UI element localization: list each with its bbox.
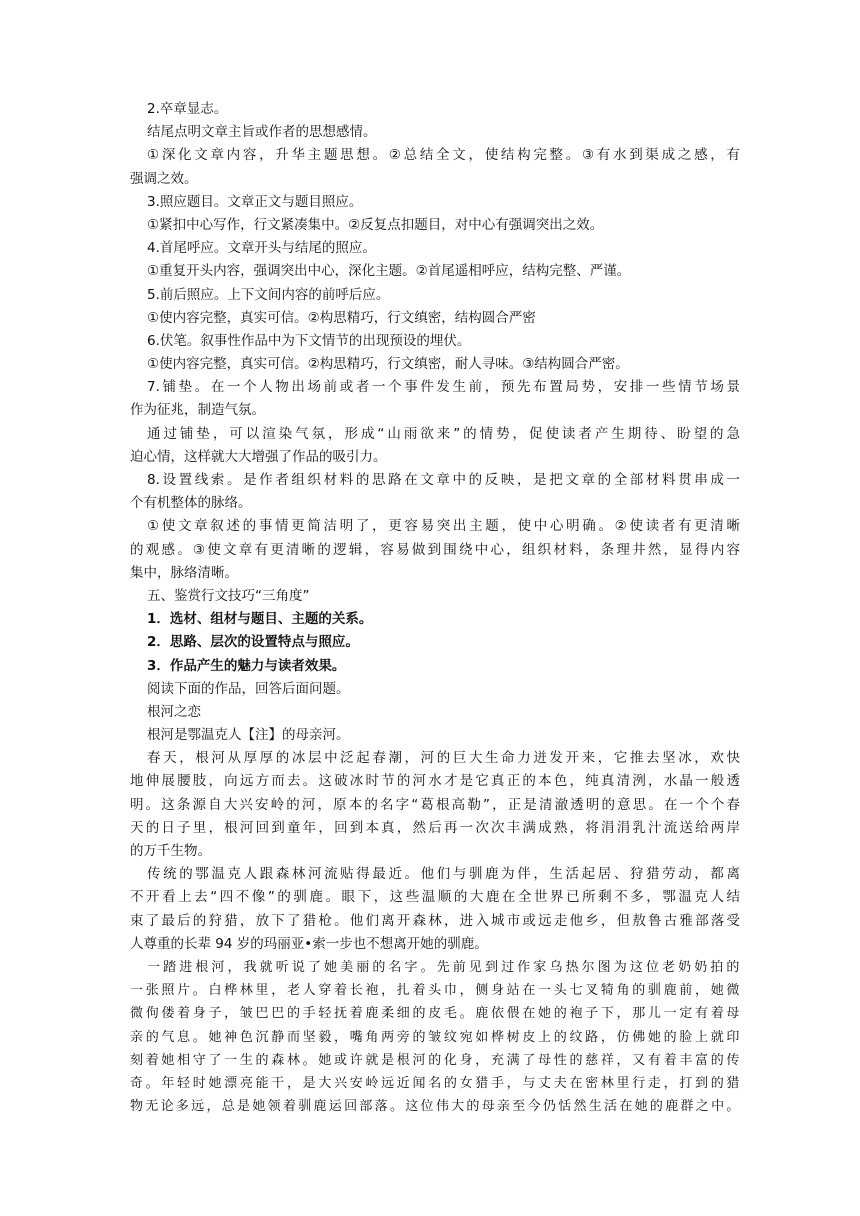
text-line: ①紧扣中心写作，行文紧凑集中。②反复点扣题目，对中心有强调突出之效。 — [147, 216, 604, 233]
heading-8: 8.设置线索。是作者组织材料的思路在文章中的反映，是把文章的全部材料贯串成一 — [147, 472, 740, 488]
text-line: 春天，根河从厚厚的冰层中泛起春潮，河的巨大生命力迸发开来，它推去坚冰，欢快 — [147, 750, 740, 767]
text-line: 作为征兆，制造气氛。 — [130, 402, 265, 419]
text-line-serif: 微佝偻着身子，皱巴巴的手轻抚着鹿柔细的皮毛。鹿依偎在她的袍子下，那儿一定有着母 — [130, 1006, 740, 1022]
bold-item-2: 2．思路、层次的设置特点与照应。 — [147, 634, 359, 651]
heading-2: 2.卒章显志。 — [147, 101, 228, 117]
heading-5: 5.前后照应。上下文间内容的前呼后应。 — [147, 286, 390, 303]
bold-item-3: 3．作品产生的魅力与读者效果。 — [147, 657, 346, 674]
text-line-serif: 亲的气息。她神色沉静而坚毅，嘴角两旁的皱纹宛如桦树皮上的纹路，仿佛她的脸上就印 — [130, 1029, 740, 1045]
text-line-serif: 奇。年轻时她漂亮能干，是大兴安岭远近闻名的女猎手，与丈夫在密林里行走，打到的猎 — [130, 1075, 740, 1091]
text-line: 通过铺垫，可以渲染气氛，形成“山雨欲来”的情势，促使读者产生期待、盼望的急 — [147, 425, 740, 442]
text-line: 根河是鄂温克人【注】的母亲河。 — [147, 727, 350, 744]
text-line: 不开看上去“四不像”的驯鹿。眼下，这些温顺的大鹿在全世界已所剩不多，鄂温克人结 — [130, 889, 740, 906]
article-title: 根河之恋 — [147, 703, 201, 720]
text-line: 迫心情，这样就大大增强了作品的吸引力。 — [130, 448, 387, 465]
text-line: 地伸展腰肢，向远方而去。这破冰时节的河水才是它真正的本色，纯真清洌，水晶一般透 — [130, 773, 740, 790]
heading-3: 3.照应题目。文章正文与题目照应。 — [147, 193, 363, 210]
instruction-line: 阅读下面的作品，回答后面问题。 — [147, 680, 350, 697]
text-line: 集中，脉络清晰。 — [130, 564, 238, 581]
text-line: 的观感。③使文章有更清晰的逻辑，容易做到围绕中心，组织材料，条理井然，显得内容 — [130, 541, 740, 558]
text-line-serif: 刻着她相守了一生的森林。她或许就是根河的化身，充满了母性的慈祥，又有着丰富的传 — [130, 1052, 740, 1068]
text-line: 人尊重的长辈 94 岁的玛丽亚•索一步也不想离开她的驯鹿。 — [130, 935, 488, 952]
text-line: 明。这条源自大兴安岭的河，原本的名字“葛根高勒”，正是清澈透明的意思。在一个个春 — [130, 796, 740, 813]
bold-item-1: 1．选材、组材与题目、主题的关系。 — [147, 611, 373, 628]
text-line: 束了最后的狩猎，放下了猎枪。他们离开森林，进入城市或远走他乡，但敖鲁古雅部落受 — [130, 912, 740, 929]
text-line: ①使文章叙述的事情更简洁明了，更容易突出主题，使中心明确。②使读者有更清晰 — [147, 518, 740, 535]
text-line: ①使内容完整，真实可信。②构思精巧，行文缜密，结构圆合严密 — [147, 309, 536, 326]
document-page — [130, 98, 740, 1118]
text-line: 结尾点明文章主旨或作者的思想感情。 — [147, 124, 377, 141]
heading-7: 7.铺垫。在一个人物出场前或者一个事件发生前，预先布置局势，安排一些情节场景 — [147, 379, 740, 396]
text-line: ①重复开头内容，强调突出中心，深化主题。②首尾遥相呼应，结构完整、严谨。 — [147, 263, 631, 280]
text-line: 强调之效。 — [130, 170, 198, 187]
text-line: 传统的鄂温克人跟森林河流贴得最近。他们与驯鹿为伴，生活起居、狩猎劳动，都离 — [147, 866, 740, 883]
heading-4: 4.首尾呼应。文章开头与结尾的照应。 — [147, 240, 376, 257]
text-line-serif: 一张照片。白桦林里，老人穿着长袍，扎着头巾，侧身站在一头七叉犄角的驯鹿前，她微 — [130, 983, 740, 999]
text-line: 的万千生物。 — [130, 843, 211, 859]
text-line-serif: 一踏进根河，我就听说了她美丽的名字。先前见到过作家乌热尔图为这位老奶奶拍的 — [147, 959, 740, 975]
text-line: ①使内容完整，真实可信。②构思精巧，行文缜密，耐人寻味。③结构圆合严密。 — [147, 356, 629, 373]
text-line-serif: 物无论多远，总是她领着驯鹿运回部落。这位伟大的母亲至今仍恬然生活在她的鹿群之中。 — [130, 1099, 740, 1115]
heading-6: 6.伏笔。叙事性作品中为下文情节的出现预设的埋伏。 — [147, 332, 471, 349]
section-heading: 五、鉴赏行文技巧“三角度” — [147, 587, 310, 604]
text-line: 个有机整体的脉络。 — [130, 495, 252, 512]
text-line: ①深化文章内容，升华主题思想。②总结全文，使结构完整。③有水到渠成之感，有 — [147, 147, 740, 164]
text-line: 天的日子里，根河回到童年，回到本真，然后再一次次丰满成熟，将涓涓乳汁流送给两岸 — [130, 819, 740, 836]
